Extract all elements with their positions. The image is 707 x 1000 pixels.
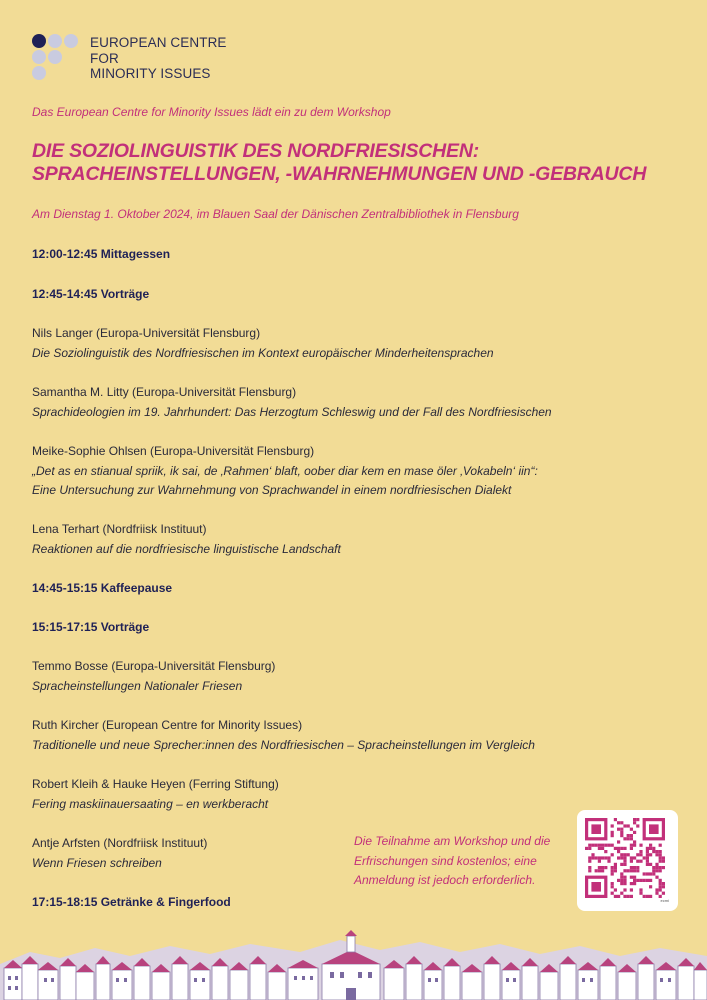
qr-code[interactable]	[577, 810, 678, 911]
talk-title: Fering maskiinauersaating – en werkberacht	[32, 796, 269, 811]
logo-dots-icon	[32, 34, 78, 82]
talk-8	[32, 834, 207, 873]
date-venue: Am Dienstag 1. Oktober 2024, im Blauen Saal der Dänischen Zentralbibliothek in Flensburg	[32, 207, 519, 221]
talk-title: Eine Untersuchung zur Wahrnehmung von Sprachwandel in einem nordfriesischen Dialekt	[32, 483, 512, 497]
logo-text: EUROPEAN CENTRE FOR MINORITY ISSUES	[90, 35, 227, 81]
talk-title: Spracheinstellungen Nationaler Friesen	[32, 678, 243, 693]
talk-7	[32, 775, 279, 814]
talk-title: Die Soziolinguistik des Nordfriesischen im Kontext europäischer Minderheitensprachen	[32, 345, 494, 360]
workshop-title: DIE SOZIOLINGUISTIK DES NORDFRIESISCHEN: SPRACHEINSTELLUNGEN, -WAHRNEHMUNGEN UND -GEBRAUCH	[32, 140, 647, 185]
ecmi-logo	[32, 34, 227, 82]
talk-5	[32, 657, 275, 696]
talk-title: Traditionelle und neue Sprecher:innen des Nordfriesischen – Spracheinstellungen im Vergleich	[32, 737, 535, 752]
talk-title: „Det as en stianual spriik, ik sai, de ‚Rahmen‘ blaft, oober diar kem en mase öler ‚Vokabeln‘ iin“:	[32, 463, 538, 478]
town-skyline-illustration	[0, 930, 707, 1000]
talk-title: Reaktionen auf die nordfriesische linguistische Landschaft	[32, 541, 341, 556]
talk-speaker: Temmo Bosse (Europa-Universität Flensburg)	[32, 659, 276, 673]
talk-speaker: Meike-Sophie Ohlsen (Europa-Universität Flensburg)	[32, 444, 315, 458]
talk-2	[32, 383, 552, 422]
talk-4	[32, 520, 341, 559]
talk-title: Wenn Friesen schreiben	[32, 855, 162, 870]
talk-speaker: Robert Kleih & Hauke Heyen (Ferring Stiftung)	[32, 777, 279, 791]
talk-speaker: Ruth Kircher (European Centre for Minority Issues)	[32, 718, 303, 732]
talk-speaker: Antje Arfsten (Nordfriisk Instituut)	[32, 836, 208, 850]
invitation-line: Das European Centre for Minority Issues lädt ein zu dem Workshop	[32, 105, 391, 119]
talk-speaker: Nils Langer (Europa-Universität Flensburg)	[32, 326, 261, 340]
participation-note: Die Teilnahme am Workshop und die Erfrischungen sind kostenlos; eine Anmeldung ist jedoch erforderlich.	[354, 834, 551, 887]
talk-speaker: Samantha M. Litty (Europa-Universität Flensburg)	[32, 385, 297, 399]
schedule-talks-2: 15:15-17:15 Vorträge	[32, 620, 150, 634]
qr-code-icon	[585, 818, 670, 903]
qr-caption: ecmi	[660, 898, 669, 903]
talk-title: Sprachideologien im 19. Jahrhundert: Das Herzogtum Schleswig und der Fall des Nordfriesischen	[32, 404, 552, 419]
talk-1	[32, 324, 494, 363]
schedule-talks-1: 12:45-14:45 Vorträge	[32, 287, 150, 301]
talk-6	[32, 716, 535, 755]
talk-speaker: Lena Terhart (Nordfriisk Instituut)	[32, 522, 207, 536]
schedule-lunch: 12:00-12:45 Mittagessen	[32, 247, 171, 261]
schedule-coffee: 14:45-15:15 Kaffeepause	[32, 581, 173, 595]
talk-3	[32, 442, 538, 501]
schedule-drinks: 17:15-18:15 Getränke & Fingerfood	[32, 895, 231, 909]
